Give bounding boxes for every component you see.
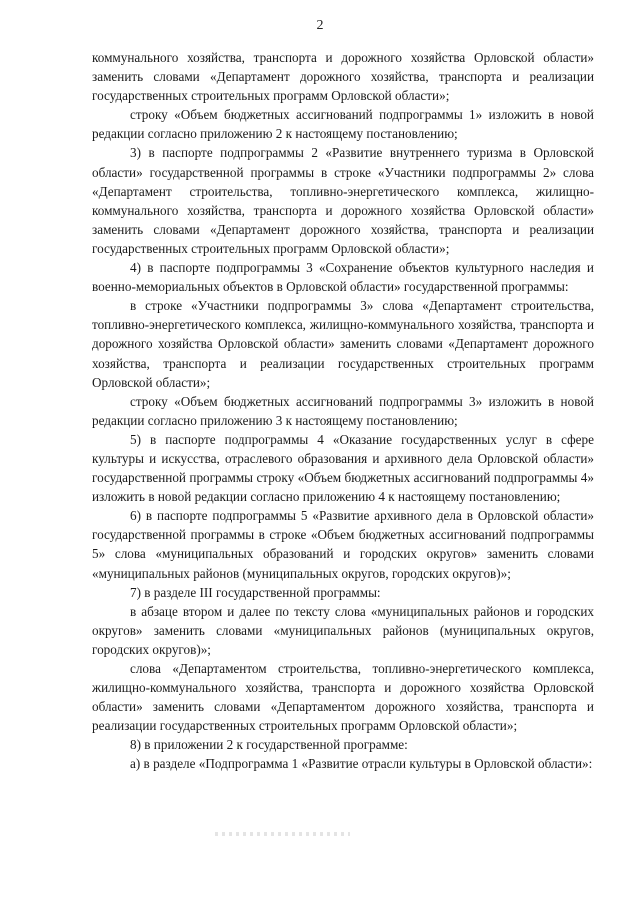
paragraph: 6) в паспорте подпрограммы 5 «Развитие архивного дела в Орловской области» государственной программы в строке «Объем бюджетных ассигнований подпрограммы 5» слова «муниципальных образований и городских округов» заменить словами «муниципальных районов (муниципальных округов, городских округов)»;: [92, 508, 594, 581]
paragraph: 4) в паспорте подпрограммы 3 «Сохранение объектов культурного наследия и военно-мемориальных объектов в Орловской области» государственной программы:: [92, 260, 594, 295]
page-number: 2: [316, 18, 324, 33]
paragraph: 5) в паспорте подпрограммы 4 «Оказание государственных услуг в сфере культуры и искусства, отраслевого образования и архивного дела Орловской области» государственной программы строку «Объем бюджетных ассигнований подпрограммы 4» изложить в новой редакции согласно приложению 4 к настоящему постановлению;: [92, 431, 594, 505]
paragraph: в абзаце втором и далее по тексту слова «муниципальных районов и городских округов» заменить словами «муниципальных районов (муниципальных округов, городских округов)»;: [92, 603, 594, 657]
paragraph: строку «Объем бюджетных ассигнований подпрограммы 3» изложить в новой редакции согласно приложению 3 к настоящему постановлению;: [92, 393, 594, 428]
paragraph: 3) в паспорте подпрограммы 2 «Развитие внутреннего туризма в Орловской области» государственной программы в строке «Участники подпрограммы 2» слова «Департамент строительства, топливно-энергетического комплекса, жилищно-коммунального хозяйства, транспорта и дорожного хозяйства Орловской области» заменить словами «Департамент дорожного хозяйства, транспорта и реализации государственных строительных программ Орловской области»;: [92, 145, 594, 256]
paragraph: а) в разделе «Подпрограмма 1 «Развитие отрасли культуры в Орловской области»:: [130, 756, 593, 772]
paragraph: строку «Объем бюджетных ассигнований подпрограммы 1» изложить в новой редакции согласно приложению 2 к настоящему постановлению;: [92, 107, 594, 142]
scan-artifact: [215, 832, 350, 836]
paragraph: в строке «Участники подпрограммы 3» слова «Департамент строительства, топливно-энергетического комплекса, жилищно-коммунального хозяйства, транспорта и дорожного хозяйства Орловской области» заменить словами «Департамент дорожного хозяйства, транспорта и реализации государственных строительных программ Орловской области»;: [92, 298, 594, 390]
paragraph: слова «Департаментом строительства, топливно-энергетического комплекса, жилищно-коммунального хозяйства, транспорта и дорожного хозяйства Орловской области» заменить словами «Департаментом дорожного хозяйства, транспорта и реализации государственных строительных программ Орловской области»;: [92, 661, 594, 734]
paragraph: 7) в разделе III государственной программы:: [130, 584, 381, 600]
paragraph: 8) в приложении 2 к государственной программе:: [130, 737, 408, 753]
paragraph: коммунального хозяйства, транспорта и дорожного хозяйства Орловской области» заменить словами «Департамент дорожного хозяйства, транспорта и реализации государственных строительных программ Орловской области»;: [92, 50, 594, 104]
document-body: [92, 48, 594, 774]
